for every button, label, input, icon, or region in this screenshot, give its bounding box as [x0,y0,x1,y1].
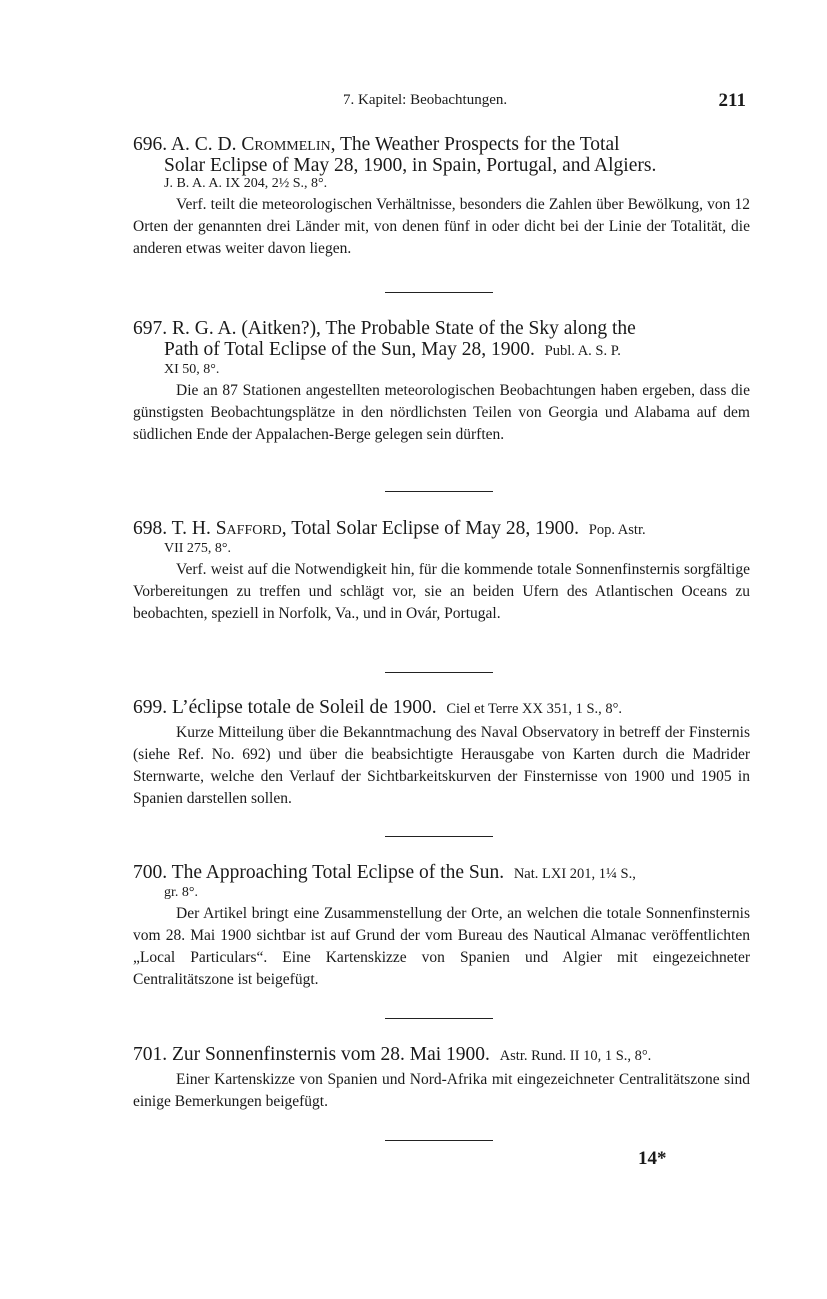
entry-number: 701. [133,1044,168,1065]
title-line-1: The Approaching Total Eclipse of the Sun. [171,862,505,883]
divider [385,1140,493,1141]
entry-number: 698. [133,518,168,539]
page-number: 211 [718,90,746,111]
source: Astr. Rund. II 10, 1 S., 8°. [499,1048,652,1064]
reference: VII 275, 8°. [164,541,232,556]
entry-title [133,318,750,362]
title-line-2: Solar Eclipse of May 28, 1900, in Spain, Portugal, and Algiers. [164,155,657,176]
entry-body: Kurze Mitteilung über die Bekanntmachung des Naval Observatory in betreff der Finsternis (siehe Ref. No. 692) und über die beabsichtigte Herausgabe von Karten durch die Madrider Sternwarte, welche den Verlauf der Sichtbarkeitskurven der Finsternisse von 1900 und 1905 in Spanien darstellen sollen. [133,724,750,807]
entry-696 [133,134,750,260]
source: Ciel et Terre XX 351, 1 S., 8°. [446,701,623,717]
entry-body: Der Artikel bringt eine Zusammenstellung der Orte, an welchen die totale Sonnenfinsternis vom 28. Mai 1900 sichtbar ist auf Grund der vom Bureau des Nautical Almanac veröffentlichten „Local Particulars“. Eine Kartenskizze von Spanien und Algier mit eingezeichneter Centralitätszone ist beigefügt. [133,905,750,988]
entry-697 [133,318,750,446]
entry-title [133,1044,750,1067]
entry-number: 699. [133,697,168,718]
entry-number: 696. [133,134,168,155]
author-initials: A. C. D. [170,134,237,155]
divider [385,491,493,492]
source: Publ. A. S. P. [544,343,621,359]
entry-number: 697. [133,318,168,339]
title-line-1: R. G. A. (Aitken?), The Probable State of the Sky along the [172,318,636,339]
entry-title [133,134,750,176]
entry-body: Einer Kartenskizze von Spanien und Nord-Afrika mit eingezeichneter Centralitätszone sind einige Bemerkungen beigefügt. [133,1071,750,1110]
title-line-1: , The Weather Prospects for the Total [330,134,620,155]
reference: XI 50, 8°. [164,362,220,377]
running-title: 7. Kapitel: Beobachtungen. [343,92,508,108]
divider [385,292,493,293]
entry-body: Verf. weist auf die Notwendigkeit hin, für die kommende totale Sonnenfinsternis sorgfältige Vorbereitungen zu treffen und schlägt vor, sie an beiden Ufern des Atlantischen Oceans zu beobachten, speziell in Norfolk, Va., und in Ovár, Portugal. [133,561,750,622]
title-line-1: Zur Sonnenfinsternis vom 28. Mai 1900. [172,1044,490,1065]
author-name: Crommelin [241,134,331,155]
entry-body: Verf. teilt die meteorologischen Verhältnisse, besonders die Zahlen über Bewölkung, von 12 Orten der genannten drei Länder mit, von denen fünf in oder dicht bei der Linie der Totalität, die anderen etwas weiter davon liegen. [133,196,750,257]
reference: gr. 8°. [164,885,198,900]
title-line-2: Path of Total Eclipse of the Sun, May 28, 1900. [164,339,535,360]
source: Nat. LXI 201, 1¼ S., [513,866,636,882]
entry-700 [133,862,750,991]
title-line-1: , Total Solar Eclipse of May 28, 1900. [281,518,580,539]
entry-699 [133,697,750,810]
divider [385,836,493,837]
entry-title [133,518,750,541]
reference: J. B. A. A. IX 204, 2½ S., 8°. [164,176,328,191]
entry-number: 700. [133,862,168,883]
divider [385,672,493,673]
title-line-1: L’éclipse totale de Soleil de 1900. [172,697,437,718]
page-header [133,90,750,116]
entry-title [133,862,750,885]
divider [385,1018,493,1019]
author-name: Safford [215,518,282,539]
signature-mark: 14* [638,1148,667,1169]
entry-698 [133,518,750,625]
entry-title [133,697,750,720]
entry-701 [133,1044,750,1113]
source: Pop. Astr. [588,522,646,538]
author-initials: T. H. [171,518,211,539]
entry-body: Die an 87 Stationen angestellten meteorologischen Beobachtungen haben ergeben, dass die günstigsten Beobachtungsplätze in den nördlichsten Teilen von Georgia und Alabama auf dem südlichen Ende der Appalachen-Berge gelegen sein dürften. [133,382,750,443]
